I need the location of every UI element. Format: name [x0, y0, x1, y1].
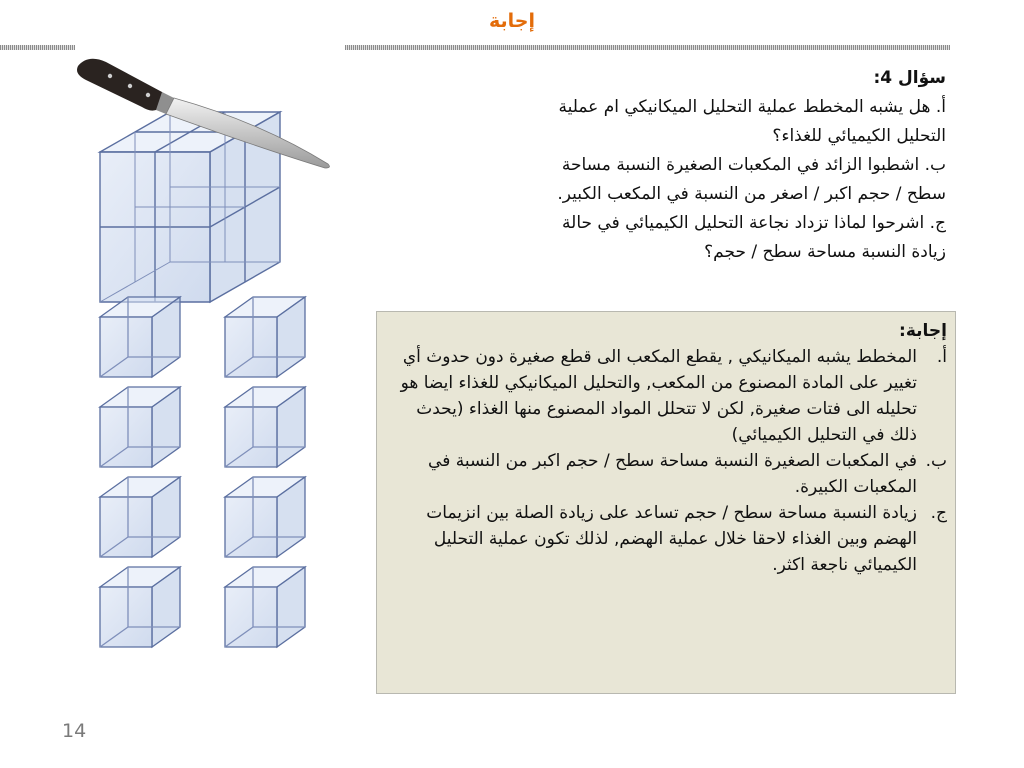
small-cubes-grid	[100, 297, 305, 647]
answer-item-text: زيادة النسبة مساحة سطح / حجم تساعد على زيادة الصلة بين انزيمات الهضم وبين الغذاء لاحقا خلال عملية الهضم, لذلك تكون عملية التحليل الكيميائي ناجعة اكثر.	[426, 503, 917, 575]
question-line: زيادة النسبة مساحة سطح / حجم؟	[704, 242, 946, 262]
slide-title: إجابة	[489, 10, 535, 32]
question-line: أ. هل يشبه المخطط عملية التحليل الميكانيكي ام عملية	[558, 97, 946, 117]
answer-item-marker: أ.	[936, 347, 947, 367]
answer-item	[385, 448, 947, 500]
answer-item-text: المخطط يشبه الميكانيكي , يقطع المكعب الى قطع صغيرة دون حدوث أي تغيير على المادة المصنوع من المكعب, والتحليل الميكانيكي للغذاء ايضا هو تحليله الى فتات صغيرة, لكن لا تتحلل المواد المصنوع منها الغذاء (يحدث ذلك في التحليل الكيميائي)	[400, 347, 917, 445]
answer-item-text: في المكعبات الصغيرة النسبة مساحة سطح / حجم اكبر من النسبة في المكعبات الكبيرة.	[428, 451, 917, 497]
answer-title: إجابة:	[899, 321, 947, 341]
divider-right	[345, 45, 950, 50]
answer-item	[385, 344, 947, 448]
question-line: التحليل الكيميائي للغذاء؟	[772, 126, 946, 146]
question-block	[486, 64, 946, 267]
question-title: سؤال 4:	[873, 68, 946, 88]
cube-cutting-illustration	[70, 52, 355, 712]
question-line: ب. اشطبوا الزائد في المكعبات الصغيرة النسبة مساحة	[561, 155, 946, 175]
answer-item-marker: ج.	[930, 503, 947, 523]
question-line: سطح / حجم اكبر / اصغر من النسبة في المكعب الكبير.	[557, 184, 946, 204]
answer-box	[376, 311, 956, 694]
divider-left	[0, 45, 75, 50]
page-number: 14	[62, 720, 87, 742]
question-line: ج. اشرحوا لماذا تزداد نجاعة التحليل الكيميائي في حالة	[562, 213, 946, 233]
answer-item-marker: ب.	[925, 451, 947, 471]
answer-item	[385, 500, 947, 578]
